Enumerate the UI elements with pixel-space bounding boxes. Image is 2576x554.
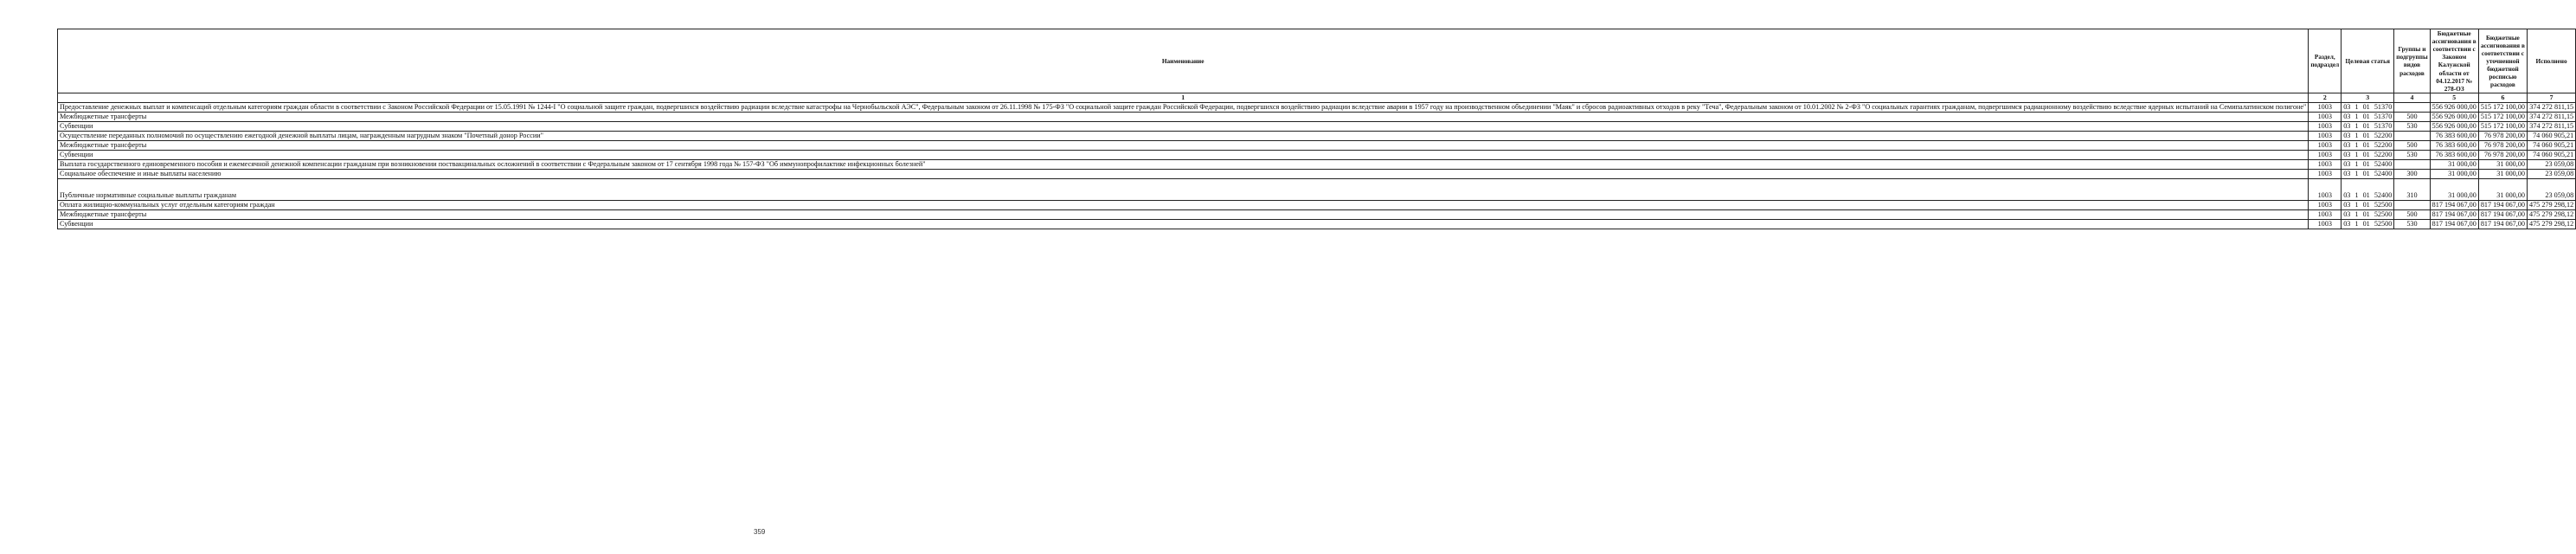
row-target: 03 1 01 52500 — [2342, 200, 2394, 209]
table-row — [58, 131, 2576, 140]
table-row — [58, 178, 2576, 200]
row-refined-amount: 515 172 100,00 — [2478, 112, 2527, 121]
table-row — [58, 219, 2576, 229]
row-group: 500 — [2394, 209, 2430, 219]
row-group — [2394, 200, 2430, 209]
row-section: 1003 — [2309, 112, 2342, 121]
row-executed-amount: 74 060 905,21 — [2527, 150, 2575, 159]
row-refined-amount: 76 978 200,00 — [2478, 150, 2527, 159]
table-body — [58, 102, 2576, 229]
row-law-amount: 817 194 067,00 — [2430, 209, 2478, 219]
row-group — [2394, 159, 2430, 169]
row-name: Межбюджетные трансферты — [58, 209, 2309, 219]
row-target: 03 1 01 51370 — [2342, 112, 2394, 121]
row-name: Выплата государственного единовременного пособия и ежемесячной денежной компенсации гражданам при возникновении поствакцинальных осложнений в соответствии с Федеральным законом от 17 сентября 1998 года № 157-ФЗ "Об иммунопрофилактике инфекционных болезней" — [58, 159, 2309, 169]
row-target: 03 1 01 52500 — [2342, 219, 2394, 229]
table-row — [58, 121, 2576, 131]
row-executed-amount: 475 279 298,12 — [2527, 209, 2575, 219]
row-group: 310 — [2394, 178, 2430, 200]
row-section: 1003 — [2309, 209, 2342, 219]
row-refined-amount: 31 000,00 — [2478, 159, 2527, 169]
row-name: Субвенции — [58, 121, 2309, 131]
row-section: 1003 — [2309, 200, 2342, 209]
row-law-amount: 556 926 000,00 — [2430, 102, 2478, 112]
row-refined-amount: 515 172 100,00 — [2478, 102, 2527, 112]
header-group: Группы и подгруппы видов расходов — [2394, 29, 2430, 93]
row-name: Предоставление денежных выплат и компенсаций отдельным категориям граждан области в соответствии с Законом Российской Федерации от 15.05.1991 № 1244-I "О социальной защите граждан, подвергшихся воздействию радиации вследствие катастрофы на Чернобыльской АЭС", Федеральным законом от 26.11.1998 № 175-ФЗ "О социальной защите граждан Российской Федерации, подвергшихся воздействию радиации вследствие аварии в 1957 году на производственном объединении "Маяк" и сбросов радиоактивных отходов в реку "Теча", Федеральным законом от 10.01.2002 № 2-ФЗ "О социальных гарантиях гражданам, подвергшимся радиационному воздействию вследствие ядерных испытаний на Семипалатинском полигоне" — [58, 102, 2309, 112]
column-number-row — [58, 93, 2576, 102]
row-group — [2394, 102, 2430, 112]
row-law-amount: 817 194 067,00 — [2430, 200, 2478, 209]
row-section: 1003 — [2309, 131, 2342, 140]
row-law-amount: 76 383 600,00 — [2430, 131, 2478, 140]
row-refined-amount: 76 978 200,00 — [2478, 140, 2527, 150]
row-refined-amount: 817 194 067,00 — [2478, 200, 2527, 209]
row-group: 500 — [2394, 112, 2430, 121]
row-law-amount: 76 383 600,00 — [2430, 150, 2478, 159]
table-row — [58, 169, 2576, 178]
row-group: 300 — [2394, 169, 2430, 178]
row-refined-amount: 76 978 200,00 — [2478, 131, 2527, 140]
row-executed-amount: 23 059,08 — [2527, 178, 2575, 200]
row-name: Межбюджетные трансферты — [58, 140, 2309, 150]
page-number: 359 — [754, 528, 766, 536]
row-name: Социальное обеспечение и иные выплаты населению — [58, 169, 2309, 178]
header-name: Наименование — [58, 29, 2309, 93]
row-target: 03 1 01 52400 — [2342, 178, 2394, 200]
row-group: 530 — [2394, 219, 2430, 229]
row-law-amount: 76 383 600,00 — [2430, 140, 2478, 150]
row-target: 03 1 01 51370 — [2342, 102, 2394, 112]
row-refined-amount: 817 194 067,00 — [2478, 209, 2527, 219]
row-refined-amount: 817 194 067,00 — [2478, 219, 2527, 229]
row-name: Субвенции — [58, 219, 2309, 229]
header-refined: Бюджетные ассигнования в соответствии с уточненной бюджетной росписью расходов — [2478, 29, 2527, 93]
table-row — [58, 140, 2576, 150]
row-target: 03 1 01 52200 — [2342, 140, 2394, 150]
column-number: 3 — [2342, 93, 2394, 102]
row-section: 1003 — [2309, 150, 2342, 159]
row-section: 1003 — [2309, 121, 2342, 131]
row-executed-amount: 74 060 905,21 — [2527, 131, 2575, 140]
row-executed-amount: 23 059,08 — [2527, 169, 2575, 178]
row-section: 1003 — [2309, 102, 2342, 112]
row-executed-amount: 475 279 298,12 — [2527, 200, 2575, 209]
row-executed-amount: 23 059,08 — [2527, 159, 2575, 169]
row-executed-amount: 374 272 811,15 — [2527, 121, 2575, 131]
table-row — [58, 159, 2576, 169]
table-row — [58, 200, 2576, 209]
row-name: Межбюджетные трансферты — [58, 112, 2309, 121]
row-target: 03 1 01 51370 — [2342, 121, 2394, 131]
row-section: 1003 — [2309, 169, 2342, 178]
row-law-amount: 31 000,00 — [2430, 169, 2478, 178]
row-executed-amount: 374 272 811,15 — [2527, 112, 2575, 121]
header-section: Раздел, подраздел — [2309, 29, 2342, 93]
header-executed: Исполнено — [2527, 29, 2575, 93]
table-row — [58, 150, 2576, 159]
row-executed-amount: 475 279 298,12 — [2527, 219, 2575, 229]
row-target: 03 1 01 52200 — [2342, 150, 2394, 159]
row-law-amount: 556 926 000,00 — [2430, 112, 2478, 121]
row-law-amount: 31 000,00 — [2430, 178, 2478, 200]
budget-table — [57, 29, 2576, 229]
row-group — [2394, 131, 2430, 140]
row-law-amount: 556 926 000,00 — [2430, 121, 2478, 131]
column-number: 7 — [2527, 93, 2575, 102]
row-section: 1003 — [2309, 178, 2342, 200]
row-target: 03 1 01 52400 — [2342, 169, 2394, 178]
row-section: 1003 — [2309, 159, 2342, 169]
column-number: 5 — [2430, 93, 2478, 102]
row-refined-amount: 31 000,00 — [2478, 169, 2527, 178]
row-target: 03 1 01 52500 — [2342, 209, 2394, 219]
row-executed-amount: 74 060 905,21 — [2527, 140, 2575, 150]
row-law-amount: 817 194 067,00 — [2430, 219, 2478, 229]
row-name: Публичные нормативные социальные выплаты гражданам — [58, 178, 2309, 200]
row-refined-amount: 515 172 100,00 — [2478, 121, 2527, 131]
row-law-amount: 31 000,00 — [2430, 159, 2478, 169]
row-target: 03 1 01 52400 — [2342, 159, 2394, 169]
table-row — [58, 209, 2576, 219]
column-number: 6 — [2478, 93, 2527, 102]
row-target: 03 1 01 52200 — [2342, 131, 2394, 140]
row-group: 530 — [2394, 150, 2430, 159]
header-law: Бюджетные ассигнования в соответствии с Законом Калужской области от 04.12.2017 № 278-ОЗ — [2430, 29, 2478, 93]
row-refined-amount: 31 000,00 — [2478, 178, 2527, 200]
row-section: 1003 — [2309, 140, 2342, 150]
column-number: 1 — [58, 93, 2309, 102]
header-target: Целевая статья — [2342, 29, 2394, 93]
row-name: Оплата жилищно-коммунальных услуг отдельным категориям граждан — [58, 200, 2309, 209]
row-executed-amount: 374 272 811,15 — [2527, 102, 2575, 112]
row-name: Субвенции — [58, 150, 2309, 159]
row-section: 1003 — [2309, 219, 2342, 229]
table-row — [58, 102, 2576, 112]
column-number: 4 — [2394, 93, 2430, 102]
row-group: 500 — [2394, 140, 2430, 150]
table-row — [58, 112, 2576, 121]
column-number: 2 — [2309, 93, 2342, 102]
row-group: 530 — [2394, 121, 2430, 131]
row-name: Осуществление переданных полномочий по осуществлению ежегодной денежной выплаты лицам, награжденным нагрудным знаком "Почетный донор России" — [58, 131, 2309, 140]
